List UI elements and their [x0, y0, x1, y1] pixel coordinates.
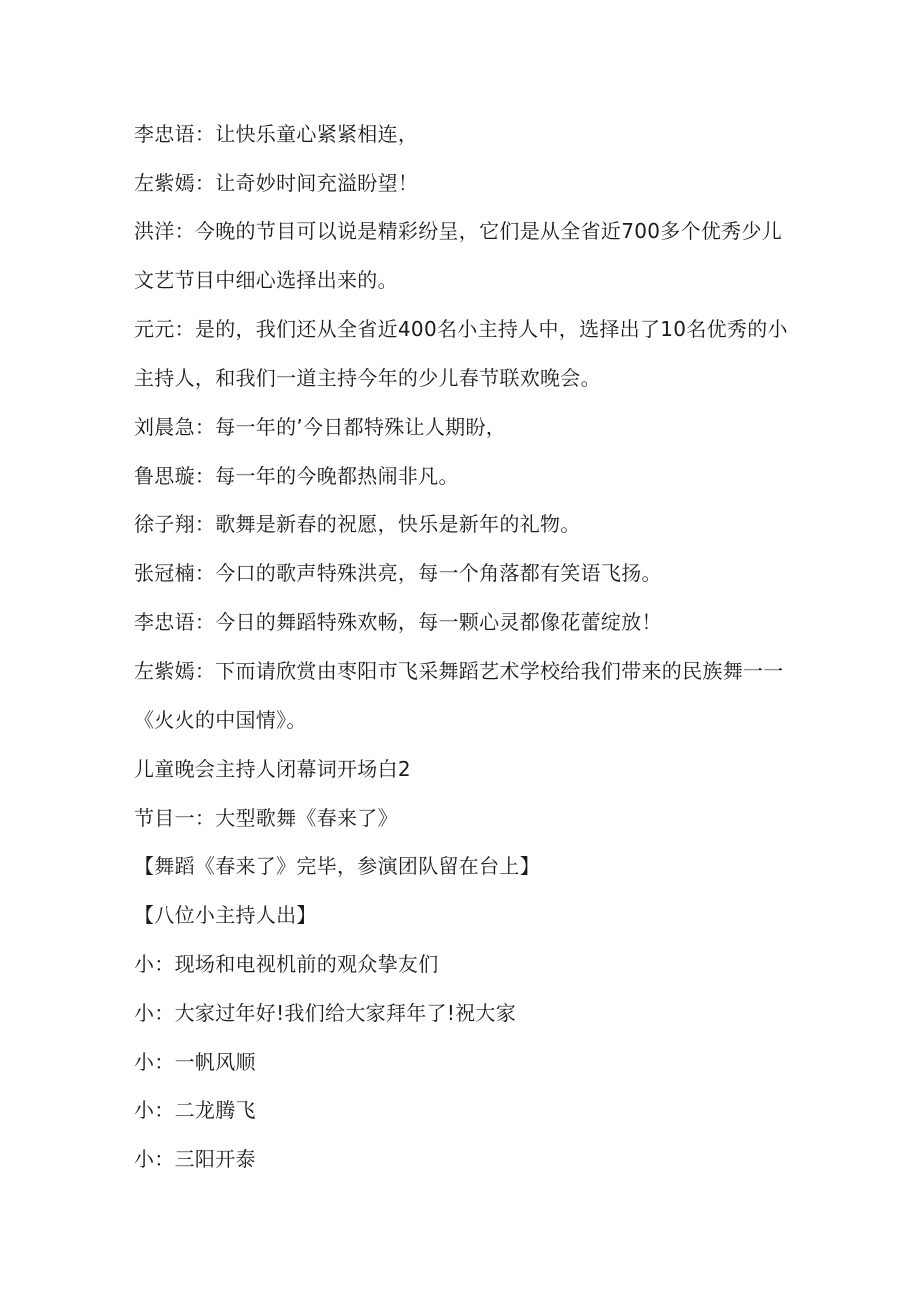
stage-direction: 【舞蹈《春来了》完毕，参演团队留在台上】: [134, 854, 540, 878]
text-line: 李忠语：今日的舞蹈特殊欢畅，每一颗心灵都像花蕾绽放！: [134, 610, 662, 634]
text-line: 元元：是的，我们还从全省近400名小主持人中，选择出了10名优秀的小: [134, 317, 788, 341]
text-line: 洪洋：今晚的节目可以说是精彩纷呈，它们是从全省近700多个优秀少儿: [134, 219, 783, 243]
text-line: 节目一：大型歌舞《春来了》: [134, 806, 398, 830]
stage-direction: 【八位小主持人出】: [134, 903, 317, 927]
text-line: 小：三阳开泰: [134, 1147, 256, 1171]
text-line: 鲁思璇：每一年的今晚都热闹非凡。: [134, 464, 459, 488]
text-line: 主持人，和我们一道主持今年的少儿春节联欢晚会。: [134, 366, 601, 390]
text-line: 小：大家过年好!我们给大家拜年了!祝大家: [134, 1001, 517, 1025]
text-line: 徐子翔：歌舞是新春的祝愿，快乐是新年的礼物。: [134, 512, 581, 536]
text-line: 左紫嫣：下而请欣赏由枣阳市飞采舞蹈艺术学校给我们带来的民族舞一一: [134, 659, 784, 683]
text-line: 刘晨急：每一年的’今日都特殊让人期盼，: [134, 415, 507, 439]
text-line: 小：现场和电视机前的观众挚友们: [134, 952, 439, 976]
text-line: 小：一帆风顺: [134, 1050, 256, 1074]
text-line: 张冠楠：今口的歌声特殊洪亮，每一个角落都有笑语飞扬。: [134, 561, 662, 585]
text-line: 左紫嫣：让奇妙时间充溢盼望！: [134, 171, 419, 195]
text-line: 小：二龙腾飞: [134, 1098, 256, 1122]
text-line: 文艺节目中细心选择出来的。: [134, 268, 398, 292]
section-heading: 儿童晚会主持人闭幕词开场白2: [134, 757, 411, 781]
text-line: 李忠语：让快乐童心紧紧相连，: [134, 122, 419, 146]
text-line: 《火火的中国情》。: [134, 708, 307, 732]
